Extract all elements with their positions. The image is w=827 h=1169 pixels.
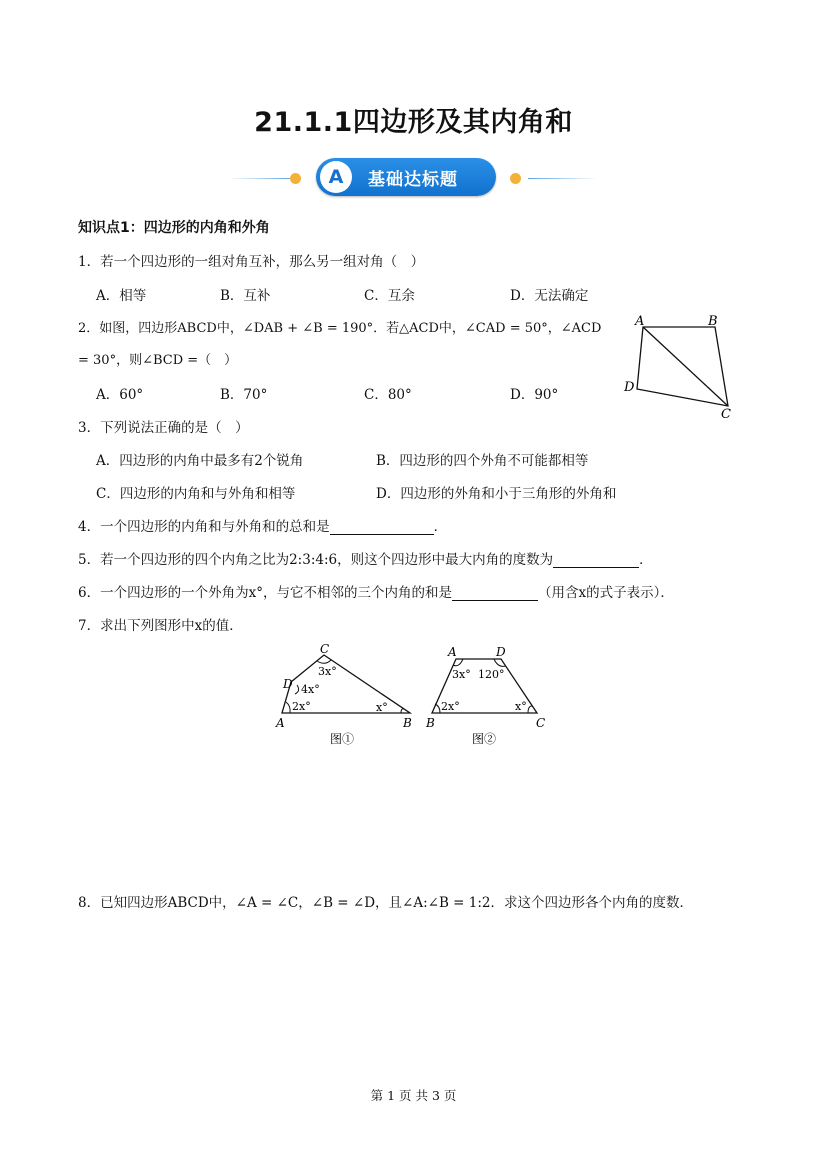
fig2-label-b: B [426,716,435,730]
q2-label-c: C [721,407,731,422]
q6-text: 6．一个四边形的一个外角为x°，与它不相邻的三个内角的和是 [78,585,452,601]
q1-option-c: C．互余 [364,288,415,304]
q2-option-d: D．90° [510,387,559,403]
banner-badge: A [320,161,352,193]
q6-end: （用含x的式子表示）． [537,585,674,601]
fig1-label-d: D [283,677,293,691]
banner-left-dot [290,173,301,184]
q5-answer-blank[interactable] [553,553,639,568]
question-2-line1: 2．如图，四边形ABCD中，∠DAB + ∠B = 190°．若△ACD中，∠CAD = 50°，∠ACD [78,321,602,336]
question-6 [78,581,674,601]
q2-diagonal-ac [643,327,728,406]
fig2-angle-a: 3x° [452,668,471,681]
question-1: 1．若一个四边形的一组对角互补，那么另一组对角（ ） [78,254,425,270]
fig2-angle-c: x° [515,700,527,713]
fig1-angle-b: x° [376,701,388,714]
fig2-label-c: C [536,716,546,730]
page-footer: 第 1 页 共 3 页 [370,1088,457,1103]
fig2-caption: 图② [472,732,497,746]
section-banner [228,156,598,200]
banner-right-line [528,178,598,179]
q2-quadrilateral-figure [615,310,745,425]
fig1-arc-d [295,685,299,694]
fig2-label-a: A [448,645,457,659]
question-3: 3．下列说法正确的是（ ） [78,420,249,436]
fig1-label-b: B [403,716,412,730]
page-title: 21.1.1四边形及其内角和 [254,107,573,138]
q2-label-b: B [708,314,718,329]
fig1-label-a: A [276,716,285,730]
q4-end: ． [433,519,448,535]
q3-option-d: D．四边形的外角和小于三角形的外角和 [376,486,617,502]
fig1-angle-a: 2x° [292,700,311,713]
section-heading: 知识点1：四边形的内角和外角 [78,220,270,236]
q4-answer-blank[interactable] [330,520,434,535]
fig1-caption: 图① [330,732,355,746]
fig1-arc-c [317,660,331,663]
banner-left-line [228,178,293,179]
question-4 [78,515,447,535]
q1-option-a: A．相等 [96,288,147,304]
question-2-line2: = 30°，则∠BCD =（ ） [78,353,238,368]
q5-text: 5．若一个四边形的四个内角之比为2:3:4:6，则这个四边形中最大内角的度数为 [78,552,554,568]
fig2-angle-b: 2x° [441,700,460,713]
fig1-angle-d: 4x° [301,683,320,696]
q6-answer-blank[interactable] [452,586,538,601]
banner-right-dot [510,173,521,184]
fig2-angle-d: 120° [478,668,505,681]
q3-option-b: B．四边形的四个外角不可能都相等 [376,453,589,469]
fig1-angle-c: 3x° [318,665,337,678]
q5-end: ． [639,552,653,568]
question-5 [78,548,653,568]
q1-option-d: D．无法确定 [510,288,589,304]
q2-label-d: D [624,380,635,395]
q2-option-a: A．60° [96,387,144,403]
q7-figure-2 [420,640,555,750]
banner-label: 基础达标题 [368,170,458,190]
q2-label-a: A [635,314,645,329]
fig2-arc-c [528,706,532,713]
q2-option-b: B．70° [220,387,268,403]
fig1-arc-a [286,702,290,713]
q4-text: 4．一个四边形的内角和与外角和的总和是 [78,519,330,535]
question-8: 8．已知四边形ABCD中，∠A = ∠C，∠B = ∠D，且∠A:∠B = 1:2．求这个四边形各个内角的度数． [78,895,693,911]
q2-option-c: C．80° [364,387,412,403]
q3-option-a: A．四边形的内角中最多有2个锐角 [96,453,304,469]
fig2-label-d: D [496,645,506,659]
fig1-label-c: C [320,642,330,656]
question-7: 7．求出下列图形中x的值． [78,618,243,634]
q7-figure-1 [270,640,420,750]
q3-option-c: C．四边形的内角和与外角和相等 [96,486,296,502]
q1-option-b: B．互补 [220,288,271,304]
